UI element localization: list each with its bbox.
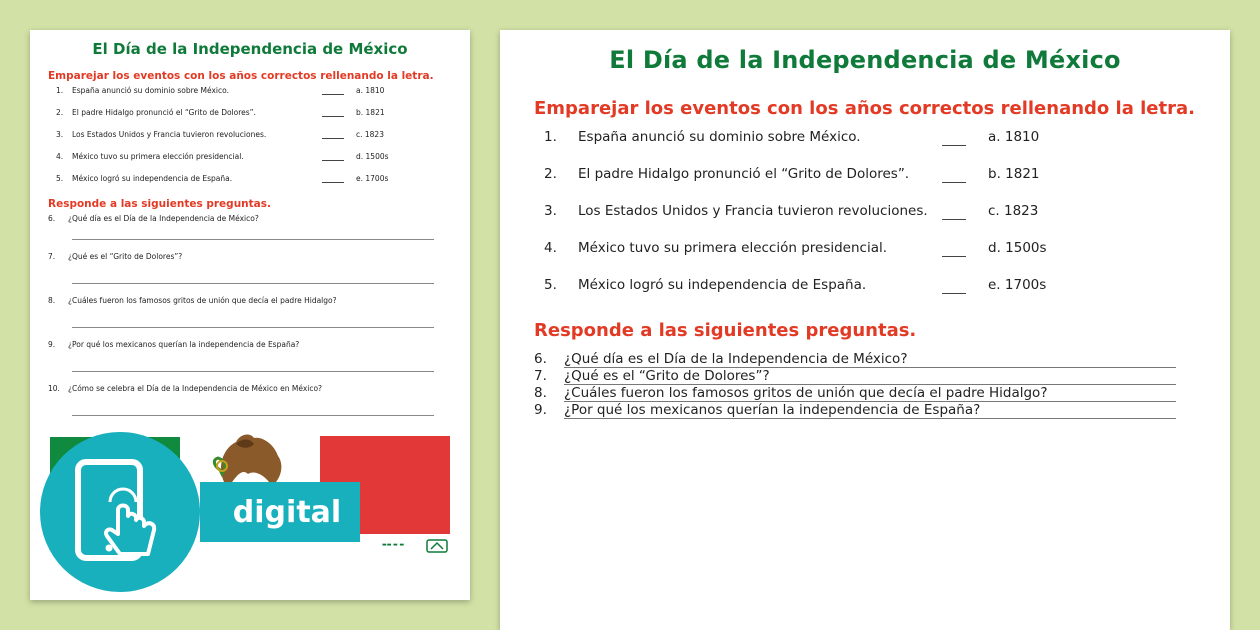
question-number: 9. xyxy=(534,402,547,418)
item-text: España anunció su dominio sobre México. xyxy=(578,129,861,145)
answer-option: b. 1821 xyxy=(988,166,1040,182)
item-number: 5. xyxy=(544,277,557,293)
item-text: México tuvo su primera elección presidencial. xyxy=(578,240,888,256)
answer-blank[interactable] xyxy=(942,166,966,183)
answer-blank[interactable] xyxy=(942,203,966,220)
preview-question xyxy=(48,384,452,416)
matching-item xyxy=(534,203,1196,240)
matching-list xyxy=(534,129,1196,314)
preview-question xyxy=(48,340,452,372)
question-text: ¿Qué día es el Día de la Independencia de México? xyxy=(564,351,908,367)
preview-matching-item xyxy=(48,86,452,108)
question-number: 8. xyxy=(534,385,547,401)
answer-blank[interactable] xyxy=(942,129,966,146)
item-number: 4. xyxy=(544,240,557,256)
item-number: 1. xyxy=(56,86,64,95)
question-number: 6. xyxy=(48,214,56,223)
preview-title: El Día de la Independencia de México xyxy=(92,40,408,58)
answer-option: d. 1500s xyxy=(356,152,389,161)
matching-item xyxy=(534,240,1196,277)
answer-option: e. 1700s xyxy=(988,277,1047,293)
answer-blank[interactable] xyxy=(322,86,344,95)
question-number: 9. xyxy=(48,340,56,349)
matching-item xyxy=(534,277,1196,314)
question-number: 10. xyxy=(48,384,60,393)
digital-label: digital xyxy=(200,482,360,542)
preview-question xyxy=(48,214,452,240)
preview-question xyxy=(48,296,452,328)
answer-option: a. 1810 xyxy=(988,129,1040,145)
answer-blank[interactable] xyxy=(322,130,344,139)
digital-badge xyxy=(40,432,362,592)
questions-heading: Responde a las siguientes preguntas. xyxy=(534,320,917,341)
question-item xyxy=(534,402,1196,419)
preview-matching-heading: Emparejar los eventos con los años correctos rellenando la letra. xyxy=(48,70,434,82)
preview-matching-item xyxy=(48,108,452,130)
question-text: ¿Cuáles fueron los famosos gritos de unión que decía el padre Hidalgo? xyxy=(68,296,337,305)
answer-blank[interactable] xyxy=(942,277,966,294)
answer-line[interactable] xyxy=(72,415,434,416)
preview-matching-item xyxy=(48,174,452,196)
answer-option: c. 1823 xyxy=(988,203,1039,219)
preview-matching-list xyxy=(48,86,452,196)
question-text: ¿Qué es el “Grito de Dolores”? xyxy=(564,368,770,384)
item-number: 3. xyxy=(56,130,64,139)
question-number: 6. xyxy=(534,351,547,367)
page-title: El Día de la Independencia de México xyxy=(609,46,1121,74)
question-text: ¿Por qué los mexicanos querían la independencia de España? xyxy=(68,340,300,349)
item-number: 4. xyxy=(56,152,64,161)
footer-mark: ▬▬ ▬ ▬ xyxy=(382,542,405,548)
item-number: 2. xyxy=(544,166,557,182)
question-item xyxy=(534,385,1196,402)
question-number: 7. xyxy=(48,252,56,261)
tablet-tap-icon xyxy=(74,458,158,566)
matching-item xyxy=(534,129,1196,166)
item-text: México logró su independencia de España. xyxy=(578,277,867,293)
item-text: Los Estados Unidos y Francia tuvieron revoluciones. xyxy=(72,130,267,139)
question-text: ¿Qué es el “Grito de Dolores”? xyxy=(68,252,183,261)
answer-blank[interactable] xyxy=(322,174,344,183)
item-text: El padre Hidalgo pronunció el “Grito de Dolores”. xyxy=(72,108,256,117)
answer-blank[interactable] xyxy=(942,240,966,257)
answer-line[interactable] xyxy=(564,418,1176,419)
publisher-logo-icon xyxy=(426,538,448,554)
question-text: ¿Cuáles fueron los famosos gritos de unión que decía el padre Hidalgo? xyxy=(564,385,1048,401)
preview-questions-heading: Responde a las siguientes preguntas. xyxy=(48,198,271,210)
preview-matching-item xyxy=(48,152,452,174)
answer-blank[interactable] xyxy=(322,152,344,161)
item-text: México tuvo su primera elección presidencial. xyxy=(72,152,244,161)
matching-item xyxy=(534,166,1196,203)
preview-question xyxy=(48,252,452,284)
item-number: 5. xyxy=(56,174,64,183)
item-number: 3. xyxy=(544,203,557,219)
item-text: El padre Hidalgo pronunció el “Grito de Dolores”. xyxy=(578,166,910,182)
preview-matching-item xyxy=(48,130,452,152)
question-number: 7. xyxy=(534,368,547,384)
answer-line[interactable] xyxy=(72,239,434,240)
item-text: Los Estados Unidos y Francia tuvieron revoluciones. xyxy=(578,203,928,219)
answer-option: b. 1821 xyxy=(356,108,385,117)
answer-option: e. 1700s xyxy=(356,174,389,183)
answer-line[interactable] xyxy=(72,283,434,284)
question-number: 8. xyxy=(48,296,56,305)
question-item xyxy=(534,351,1196,368)
item-text: México logró su independencia de España. xyxy=(72,174,233,183)
answer-option: d. 1500s xyxy=(988,240,1047,256)
item-number: 1. xyxy=(544,129,557,145)
question-text: ¿Por qué los mexicanos querían la independencia de España? xyxy=(564,402,981,418)
answer-line[interactable] xyxy=(72,327,434,328)
answer-option: c. 1823 xyxy=(356,130,384,139)
question-item xyxy=(534,368,1196,385)
answer-blank[interactable] xyxy=(322,108,344,117)
question-text: ¿Qué día es el Día de la Independencia de México? xyxy=(68,214,259,223)
answer-option: a. 1810 xyxy=(356,86,385,95)
worksheet-page xyxy=(500,30,1230,630)
matching-heading: Emparejar los eventos con los años correctos rellenando la letra. xyxy=(534,98,1195,119)
item-number: 2. xyxy=(56,108,64,117)
question-text: ¿Cómo se celebra el Día de la Independencia de México en México? xyxy=(68,384,323,393)
answer-line[interactable] xyxy=(72,371,434,372)
item-text: España anunció su dominio sobre México. xyxy=(72,86,229,95)
